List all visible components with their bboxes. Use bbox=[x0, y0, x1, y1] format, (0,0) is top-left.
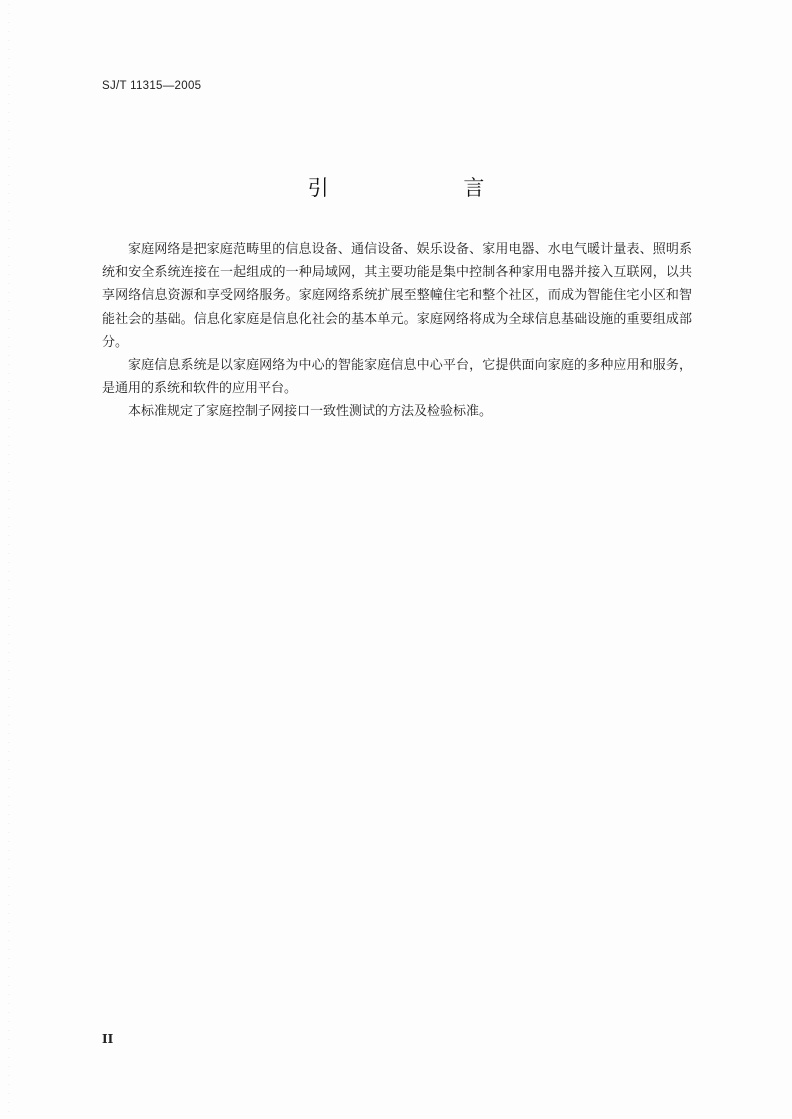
paragraph: 家庭信息系统是以家庭网络为中心的智能家庭信息中心平台，它提供面向家庭的多种应用和服务，是通用的系统和软件的应用平台。 bbox=[102, 358, 692, 397]
page-number: II bbox=[102, 1032, 114, 1046]
scan-edge-noise bbox=[6, 0, 12, 1119]
paragraph: 本标准规定了家庭控制子网接口一致性测试的方法及检验标准。 bbox=[128, 404, 493, 420]
paragraph: 家庭网络是把家庭范畴里的信息设备、通信设备、娱乐设备、家用电器、水电气暖计量表、照明系统和安全系统连接在一起组成的一种局域网，其主要功能是集中控制各种家用电器并接入互联网，以共享网络信息资源和享受网络服务。家庭网络系统扩展至整幢住宅和整个社区，而成为智能住宅小区和智能社会的基础。信息化家庭是信息化社会的基本单元。家庭网络将成为全球信息基础设施的重要组成部分。 bbox=[102, 242, 692, 350]
standard-code-header: SJ/T 11315—2005 bbox=[102, 80, 202, 92]
introduction-body bbox=[102, 238, 692, 424]
section-title: 引 言 bbox=[307, 176, 549, 200]
